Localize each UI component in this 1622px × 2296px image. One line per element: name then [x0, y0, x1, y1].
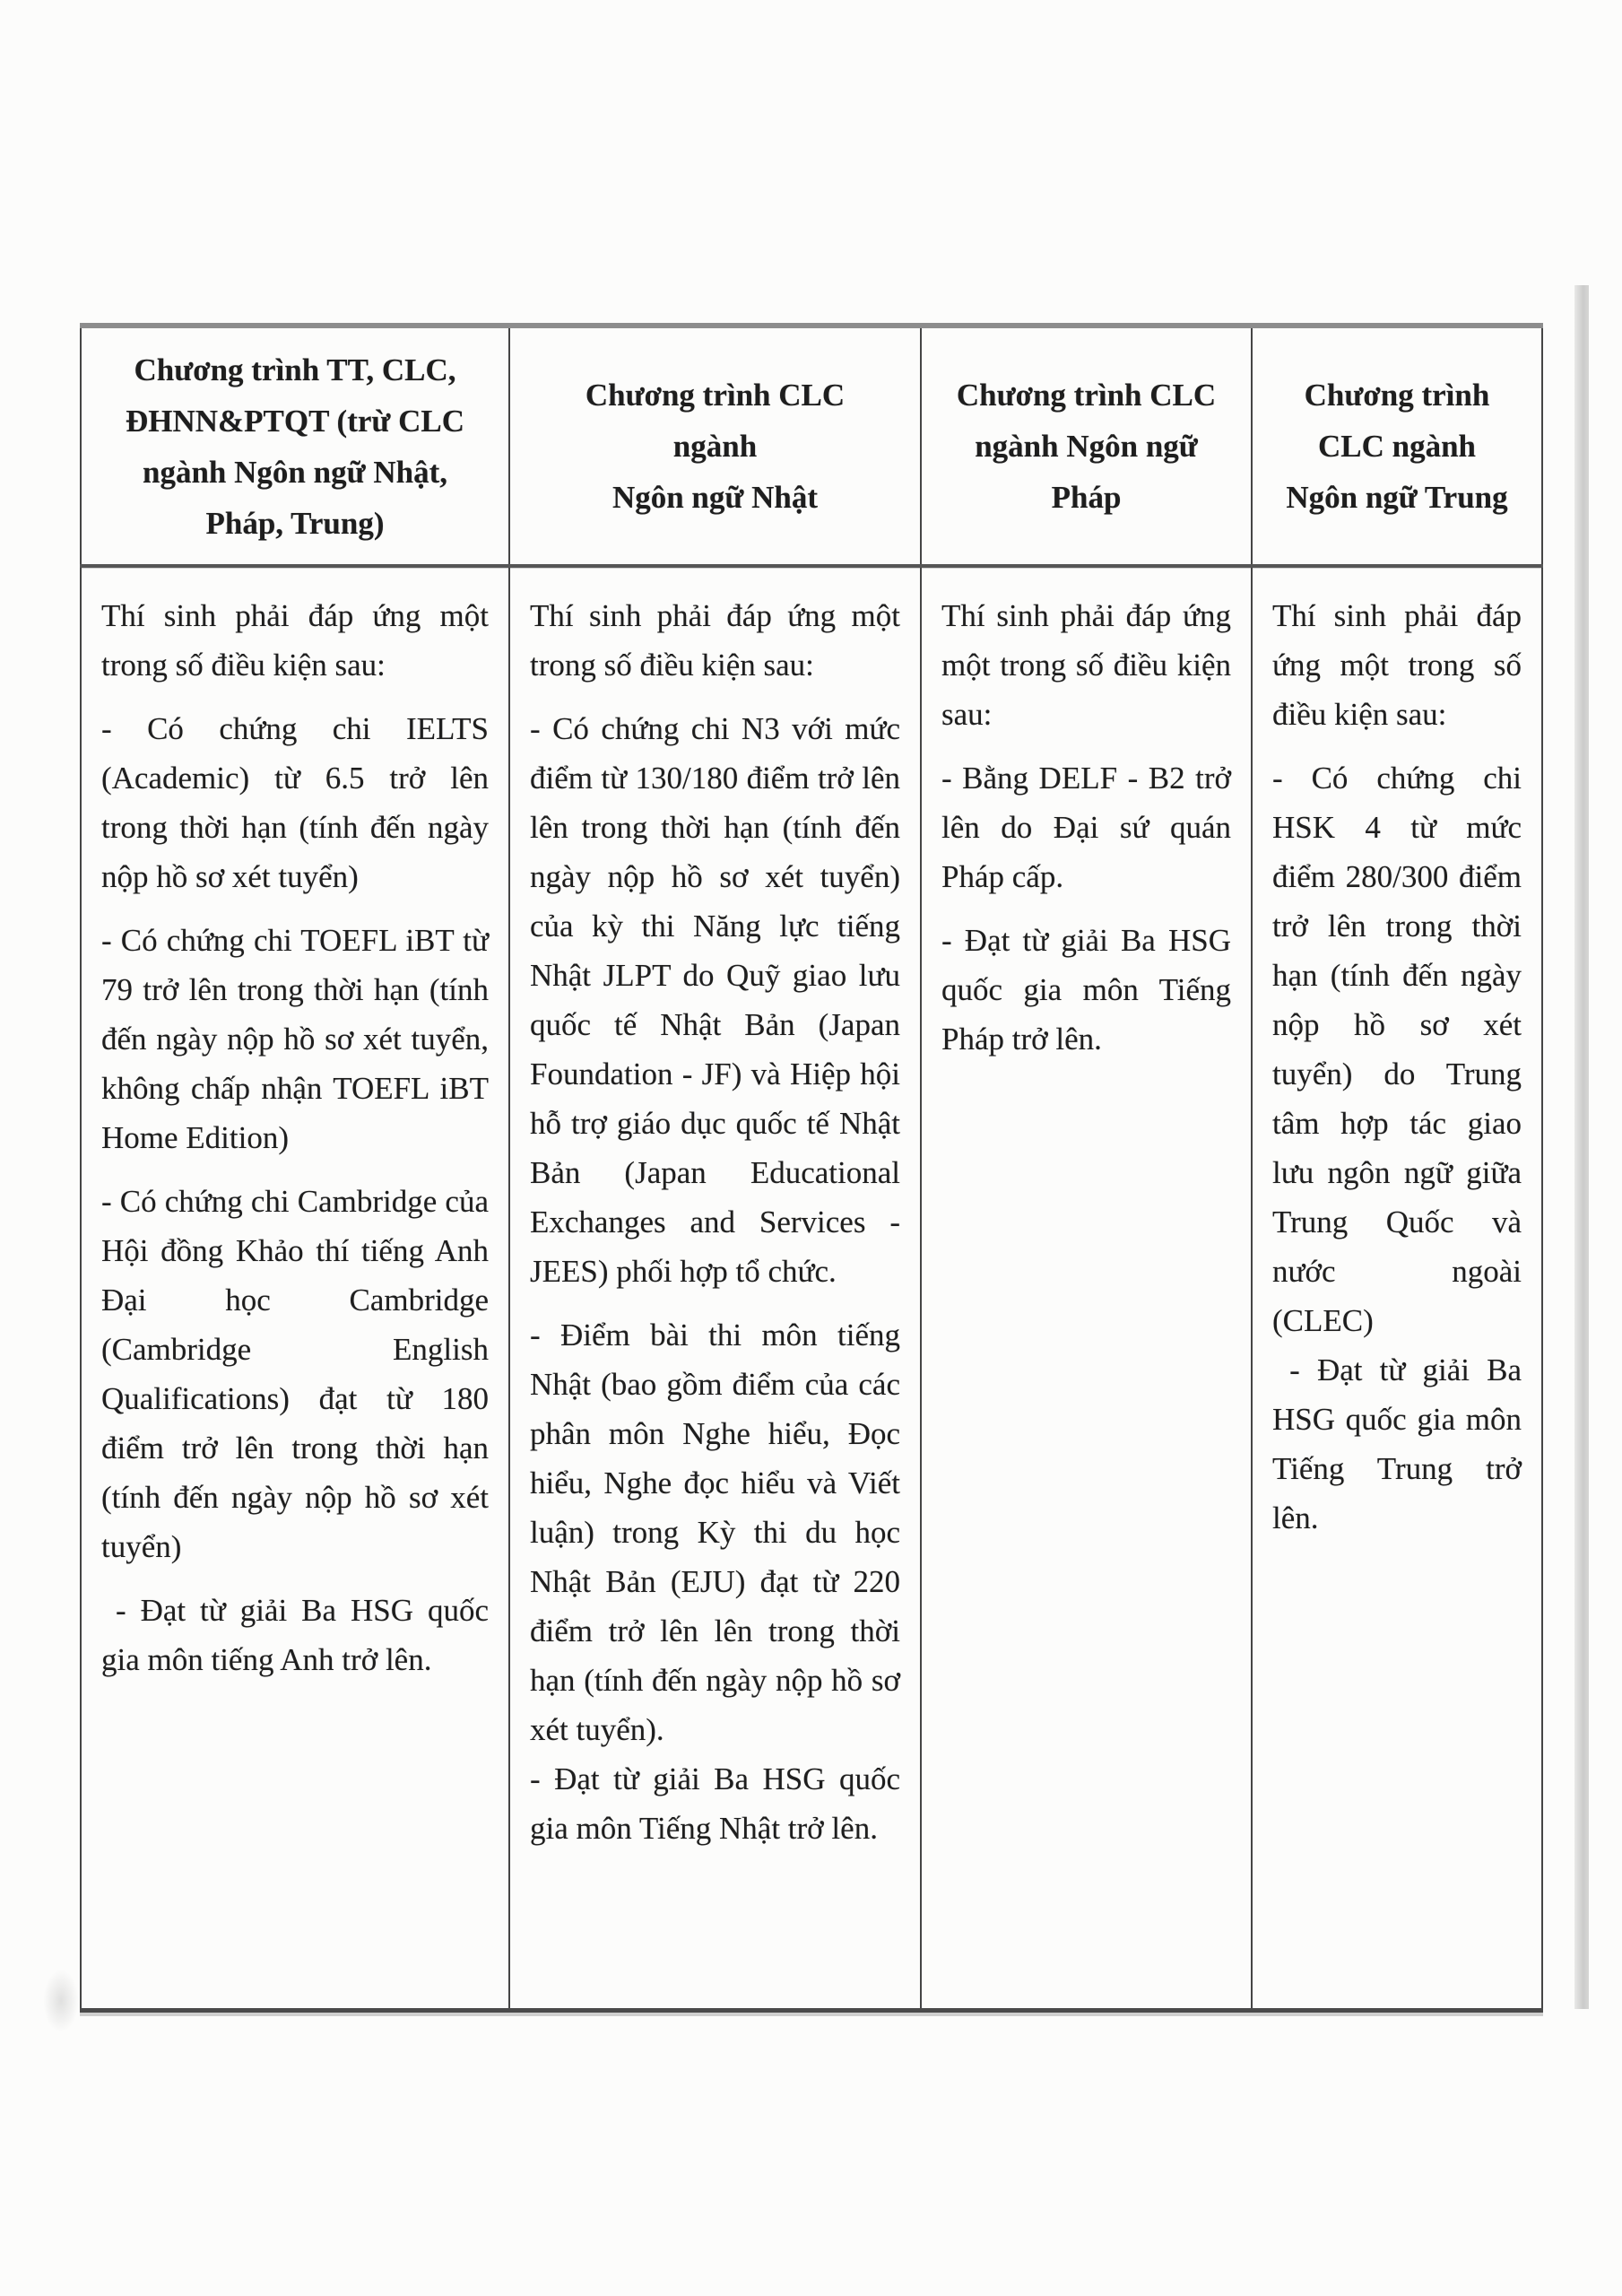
table-body	[81, 566, 1542, 2011]
header-line: Ngôn ngữ Trung	[1286, 480, 1508, 515]
table-header-row	[81, 326, 1542, 566]
header-line: ngành	[672, 429, 758, 464]
header-line: ĐHNN&PTQT (trừ CLC	[125, 403, 465, 439]
paragraph-hsg-japanese: - Đạt từ giải Ba HSG quốc gia môn Tiếng Nhật trở lên.	[530, 1761, 900, 1846]
cell-criteria-tt-clc	[81, 566, 509, 2011]
cell-criteria-french	[921, 566, 1252, 2011]
header-line: Chương trình CLC	[585, 378, 846, 413]
paragraph-intro: Thí sinh phải đáp ứng một trong số điều kiện sau:	[1272, 598, 1522, 732]
paragraph-intro: Thí sinh phải đáp ứng một trong số điều kiện sau:	[530, 598, 900, 683]
paragraph-eju: - Điểm bài thi môn tiếng Nhật (bao gồm điểm của các phân môn Nghe hiểu, Đọc hiểu, Nghe đọc hiểu và Viết luận) trong Kỳ thi du học Nhật Bản (EJU) đạt từ 220 điểm trở lên lên trong thời hạn (tính đến ngày nộp hồ sơ xét tuyển).	[530, 1318, 900, 1747]
paragraph-intro: Thí sinh phải đáp ứng một trong số điều kiện sau:	[941, 598, 1231, 732]
header-line: Pháp, Trung)	[205, 505, 385, 541]
header-clc-french	[921, 326, 1252, 566]
admission-criteria-table	[80, 323, 1543, 2013]
paragraph-delf: - Bằng DELF - B2 trở lên do Đại sứ quán Pháp cấp.	[941, 761, 1231, 894]
header-clc-chinese	[1252, 326, 1542, 566]
paragraph-hsg-chinese: - Đạt từ giải Ba HSG quốc gia môn Tiếng Trung trở lên.	[1272, 1352, 1522, 1535]
header-line: Ngôn ngữ Nhật	[612, 480, 819, 515]
header-program-tt-clc	[81, 326, 509, 566]
paragraph-intro: Thí sinh phải đáp ứng một trong số điều kiện sau:	[101, 598, 489, 683]
header-line: Pháp	[1051, 480, 1122, 515]
header-line: ngành Ngôn ngữ Nhật,	[142, 454, 447, 490]
header-line: Chương trình TT, CLC,	[134, 352, 456, 387]
criteria-row	[81, 566, 1542, 2011]
cell-criteria-chinese	[1252, 566, 1542, 2011]
header-line: CLC ngành	[1317, 429, 1477, 464]
header-line: Chương trình CLC	[956, 378, 1217, 413]
paragraph-toefl: - Có chứng chi TOEFL iBT từ 79 trở lên trong thời hạn (tính đến ngày nộp hồ sơ xét tuyển, không chấp nhận TOEFL iBT Home Edition)	[101, 923, 489, 1155]
scan-edge-artifact	[1574, 285, 1589, 2009]
paragraph-hsk: - Có chứng chi HSK 4 từ mức điểm 280/300 điểm trở lên trong thời hạn (tính đến ngày nộp hồ sơ xét tuyển) do Trung tâm hợp tác giao lưu ngôn ngữ giữa Trung Quốc và nước ngoài (CLEC)	[1272, 761, 1522, 1338]
header-clc-japanese	[509, 326, 921, 566]
header-line: Chương trình	[1304, 378, 1490, 413]
cell-criteria-japanese	[509, 566, 921, 2011]
header-line: ngành Ngôn ngữ	[975, 429, 1198, 464]
paragraph-hsg-french: - Đạt từ giải Ba HSG quốc gia môn Tiếng Pháp trở lên.	[941, 923, 1231, 1057]
paragraph-ielts: - Có chứng chi IELTS (Academic) từ 6.5 trở lên trong thời hạn (tính đến ngày nộp hồ sơ xét tuyển)	[101, 711, 489, 894]
scan-smudge-artifact	[43, 1970, 79, 2032]
paragraph-hsg-english: - Đạt từ giải Ba HSG quốc gia môn tiếng Anh trở lên.	[101, 1593, 489, 1677]
paragraph-jlpt-n3: - Có chứng chi N3 với mức điểm từ 130/180 điểm trở lên lên trong thời hạn (tính đến ngày nộp hồ sơ xét tuyển) của kỳ thi Năng lực tiếng Nhật JLPT do Quỹ giao lưu quốc tế Nhật Bản (Japan Foundation - JF) và Hiệp hội hỗ trợ giáo dục quốc tế Nhật Bản (Japan Educational Exchanges and Services - JEES) phối hợp tổ chức.	[530, 711, 900, 1289]
paragraph-cambridge: - Có chứng chi Cambridge của Hội đồng Khảo thí tiếng Anh Đại học Cambridge (Cambridge English Qualifications) đạt từ 180 điểm trở lên trong thời hạn (tính đến ngày nộp hồ sơ xét tuyển)	[101, 1184, 489, 1564]
